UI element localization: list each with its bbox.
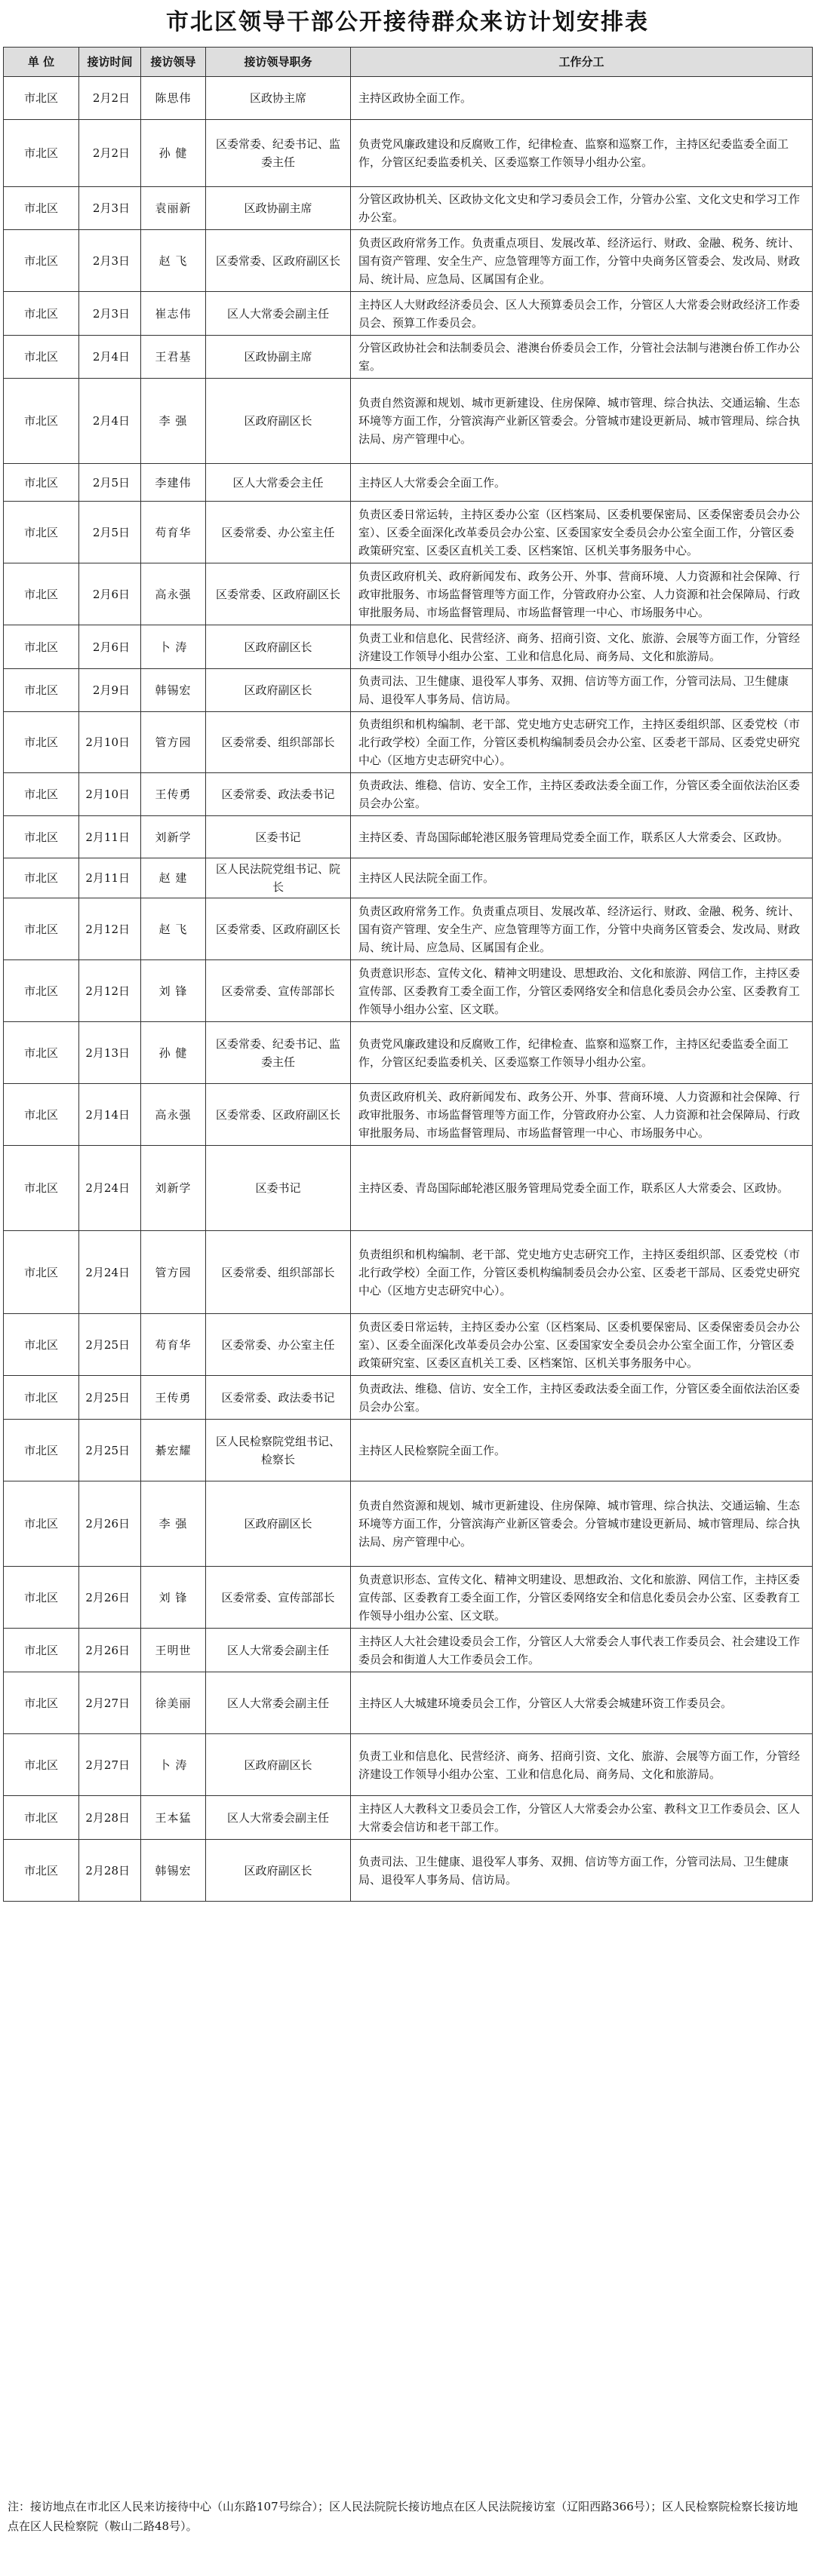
duty-cell: 负责意识形态、宣传文化、精神文明建设、思想政治、文化和旅游、网信工作，主持区委宣传部、区委教育工委全面工作，分管区委网络安全和信息化委员会办公室、区委教育工作领导小组办公室、区文联。 (351, 960, 813, 1022)
duty-cell: 负责政法、维稳、信访、安全工作，主持区委政法委全面工作，分管区委全面依法治区委员会办公室。 (351, 773, 813, 816)
duty-cell: 负责司法、卫生健康、退役军人事务、双拥、信访等方面工作，分管司法局、卫生健康局、退役军人事务局、信访局。 (351, 669, 813, 712)
table-row (4, 1481, 813, 1567)
date-cell: 2月27日 (79, 1734, 141, 1796)
duty-cell: 负责党风廉政建设和反腐败工作，纪律检查、监察和巡察工作，主持区纪委监委全面工作，分管区纪委监委机关、区委巡察工作领导小组办公室。 (351, 120, 813, 187)
leader-name-cell: 韩锡宏 (141, 1840, 206, 1902)
leader-name-cell: 孙 健 (141, 1022, 206, 1084)
leader-name-cell: 苟育华 (141, 1314, 206, 1376)
leader-position-cell: 区委常委、宣传部部长 (206, 960, 351, 1022)
leader-name-cell: 韩锡宏 (141, 669, 206, 712)
date-cell: 2月11日 (79, 858, 141, 898)
duty-cell: 负责区政府机关、政府新闻发布、政务公开、外事、营商环境、人力资源和社会保障、行政审批服务、市场监督管理等方面工作，分管政府办公室、人力资源和社会保障局、行政审批服务局、市场监督管理局、市场监督管理一中心、市场服务中心。 (351, 1084, 813, 1146)
leader-name-cell: 李 强 (141, 379, 206, 464)
duty-cell: 负责政法、维稳、信访、安全工作，主持区委政法委全面工作，分管区委全面依法治区委员会办公室。 (351, 1376, 813, 1420)
leader-position-cell: 区人大常委会副主任 (206, 292, 351, 336)
duty-cell: 主持区委、青岛国际邮轮港区服务管理局党委全面工作，联系区人大常委会、区政协。 (351, 1146, 813, 1231)
leader-name-cell: 李 强 (141, 1481, 206, 1567)
unit-cell: 市北区 (4, 77, 79, 120)
duty-cell: 主持区人大社会建设委员会工作，分管区人大常委会人事代表工作委员会、社会建设工作委员会和街道人大工作委员会工作。 (351, 1629, 813, 1672)
leader-position-cell: 区委常委、纪委书记、监委主任 (206, 120, 351, 187)
leader-position-cell: 区人大常委会副主任 (206, 1672, 351, 1734)
duty-cell: 负责区政府常务工作。负责重点项目、发展改革、经济运行、财政、金融、税务、统计、国有资产管理、安全生产、应急管理等方面工作，分管中央商务区管委会、发改局、财政局、统计局、应急局、区属国有企业。 (351, 230, 813, 292)
header-unit: 单 位 (4, 48, 79, 77)
unit-cell: 市北区 (4, 464, 79, 502)
table-row (4, 669, 813, 712)
leader-name-cell: 王明世 (141, 1629, 206, 1672)
date-cell: 2月5日 (79, 502, 141, 563)
leader-name-cell: 管方园 (141, 712, 206, 773)
table-row (4, 1840, 813, 1902)
date-cell: 2月26日 (79, 1567, 141, 1629)
leader-position-cell: 区委书记 (206, 1146, 351, 1231)
schedule-table (3, 47, 813, 1902)
leader-position-cell: 区委常委、办公室主任 (206, 502, 351, 563)
table-row (4, 502, 813, 563)
leader-name-cell: 卜 涛 (141, 1734, 206, 1796)
leader-name-cell: 孙 健 (141, 120, 206, 187)
date-cell: 2月28日 (79, 1840, 141, 1902)
table-row (4, 1734, 813, 1796)
date-cell: 2月9日 (79, 669, 141, 712)
leader-position-cell: 区政府副区长 (206, 625, 351, 669)
leader-position-cell: 区政协主席 (206, 77, 351, 120)
leader-position-cell: 区人民法院党组书记、院长 (206, 858, 351, 898)
duty-cell: 主持区人大教科文卫委员会工作，分管区人大常委会办公室、教科文卫工作委员会、区人大常委会信访和老干部工作。 (351, 1796, 813, 1840)
table-row (4, 1376, 813, 1420)
unit-cell: 市北区 (4, 1629, 79, 1672)
schedule-rows (4, 77, 813, 1902)
date-cell: 2月2日 (79, 120, 141, 187)
date-cell: 2月24日 (79, 1231, 141, 1314)
table-row (4, 464, 813, 502)
date-cell: 2月26日 (79, 1481, 141, 1567)
leader-name-cell: 王传勇 (141, 773, 206, 816)
leader-position-cell: 区人大常委会副主任 (206, 1629, 351, 1672)
date-cell: 2月13日 (79, 1022, 141, 1084)
table-row (4, 898, 813, 960)
leader-position-cell: 区政府副区长 (206, 1840, 351, 1902)
duty-cell: 负责意识形态、宣传文化、精神文明建设、思想政治、文化和旅游、网信工作，主持区委宣传部、区委教育工委全面工作，分管区委网络安全和信息化委员会办公室、区委教育工作领导小组办公室、区文联。 (351, 1567, 813, 1629)
leader-position-cell: 区政协副主席 (206, 187, 351, 230)
leader-position-cell: 区委常委、组织部部长 (206, 1231, 351, 1314)
table-row (4, 1629, 813, 1672)
date-cell: 2月5日 (79, 464, 141, 502)
table-row (4, 1420, 813, 1481)
leader-position-cell: 区委常委、政法委书记 (206, 773, 351, 816)
leader-name-cell: 刘 锋 (141, 1567, 206, 1629)
leader-position-cell: 区政府副区长 (206, 379, 351, 464)
date-cell: 2月25日 (79, 1314, 141, 1376)
unit-cell: 市北区 (4, 1084, 79, 1146)
unit-cell: 市北区 (4, 858, 79, 898)
unit-cell: 市北区 (4, 1567, 79, 1629)
unit-cell: 市北区 (4, 379, 79, 464)
leader-name-cell: 高永强 (141, 1084, 206, 1146)
date-cell: 2月12日 (79, 898, 141, 960)
duty-cell: 负责党风廉政建设和反腐败工作，纪律检查、监察和巡察工作，主持区纪委监委全面工作，分管区纪委监委机关、区委巡察工作领导小组办公室。 (351, 1022, 813, 1084)
date-cell: 2月3日 (79, 187, 141, 230)
duty-cell: 主持区人大常委会全面工作。 (351, 464, 813, 502)
unit-cell: 市北区 (4, 960, 79, 1022)
table-row (4, 292, 813, 336)
unit-cell: 市北区 (4, 292, 79, 336)
table-row (4, 1672, 813, 1734)
leader-name-cell: 王传勇 (141, 1376, 206, 1420)
unit-cell: 市北区 (4, 898, 79, 960)
leader-name-cell: 赵 建 (141, 858, 206, 898)
leader-name-cell: 卜 涛 (141, 625, 206, 669)
date-cell: 2月12日 (79, 960, 141, 1022)
leader-position-cell: 区人大常委会副主任 (206, 1796, 351, 1840)
duty-cell: 负责区委日常运转，主持区委办公室（区档案局、区委机要保密局、区委保密委员会办公室）、区委全面深化改革委员会办公室、区委国家安全委员会办公室全面工作，分管区委政策研究室、区委区直机关工委、区档案馆、区机关事务服务中心。 (351, 1314, 813, 1376)
table-row (4, 1146, 813, 1231)
header-position: 接访领导职务 (206, 48, 351, 77)
date-cell: 2月27日 (79, 1672, 141, 1734)
unit-cell: 市北区 (4, 120, 79, 187)
leader-name-cell: 高永强 (141, 563, 206, 625)
leader-position-cell: 区委常委、组织部部长 (206, 712, 351, 773)
date-cell: 2月2日 (79, 77, 141, 120)
unit-cell: 市北区 (4, 1231, 79, 1314)
date-cell: 2月10日 (79, 712, 141, 773)
duty-cell: 负责自然资源和规划、城市更新建设、住房保障、城市管理、综合执法、交通运输、生态环境等方面工作，分管滨海产业新区管委会。分管城市建设更新局、城市管理局、综合执法局、房产管理中心。 (351, 379, 813, 464)
leader-position-cell: 区政府副区长 (206, 1734, 351, 1796)
unit-cell: 市北区 (4, 336, 79, 379)
table-row (4, 712, 813, 773)
date-cell: 2月14日 (79, 1084, 141, 1146)
duty-cell: 负责区政府常务工作。负责重点项目、发展改革、经济运行、财政、金融、税务、统计、国有资产管理、安全生产、应急管理等方面工作，分管中央商务区管委会、发改局、财政局、统计局、应急局、区属国有企业。 (351, 898, 813, 960)
unit-cell: 市北区 (4, 1840, 79, 1902)
unit-cell: 市北区 (4, 1314, 79, 1376)
leader-position-cell: 区人民检察院党组书记、检察长 (206, 1420, 351, 1481)
table-row (4, 1314, 813, 1376)
unit-cell: 市北区 (4, 1796, 79, 1840)
leader-position-cell: 区人大常委会主任 (206, 464, 351, 502)
duty-cell: 主持区人民法院全面工作。 (351, 858, 813, 898)
table-row (4, 120, 813, 187)
unit-cell: 市北区 (4, 563, 79, 625)
leader-name-cell: 李建伟 (141, 464, 206, 502)
table-row (4, 187, 813, 230)
table-row (4, 1567, 813, 1629)
footnote: 注：接访地点在市北区人民来访接待中心（山东路107号综合）；区人民法院院长接访地点在区人民法院接访室（辽阳西路366号）；区人民检察院检察长接访地点在区人民检察院（鞍山二路48号）。 (8, 2500, 798, 2533)
unit-cell: 市北区 (4, 1734, 79, 1796)
duty-cell: 分管区政协社会和法制委员会、港澳台侨委员会工作，分管社会法制与港澳台侨工作办公室。 (351, 336, 813, 379)
unit-cell: 市北区 (4, 1376, 79, 1420)
header-duty: 工作分工 (351, 48, 813, 77)
leader-position-cell: 区委书记 (206, 816, 351, 858)
date-cell: 2月25日 (79, 1376, 141, 1420)
unit-cell: 市北区 (4, 1672, 79, 1734)
table-row (4, 773, 813, 816)
duty-cell: 主持区人民检察院全面工作。 (351, 1420, 813, 1481)
duty-cell: 主持区人大财政经济委员会、区人大预算委员会工作，分管区人大常委会财政经济工作委员会、预算工作委员会。 (351, 292, 813, 336)
leader-position-cell: 区委常委、区政府副区长 (206, 230, 351, 292)
duty-cell: 负责工业和信息化、民营经济、商务、招商引资、文化、旅游、会展等方面工作，分管经济建设工作领导小组办公室、工业和信息化局、商务局、文化和旅游局。 (351, 1734, 813, 1796)
table-row (4, 1231, 813, 1314)
leader-name-cell: 管方园 (141, 1231, 206, 1314)
duty-cell: 负责组织和机构编制、老干部、党史地方史志研究工作，主持区委组织部、区委党校（市北行政学校）全面工作，分管区委机构编制委员会办公室、区委老干部局、区委党史研究中心（区地方史志研究中心）。 (351, 1231, 813, 1314)
duty-cell: 负责区委日常运转，主持区委办公室（区档案局、区委机要保密局、区委保密委员会办公室）、区委全面深化改革委员会办公室、区委国家安全委员会办公室全面工作，分管区委政策研究室、区委区直机关工委、区档案馆、区机关事务服务中心。 (351, 502, 813, 563)
unit-cell: 市北区 (4, 712, 79, 773)
leader-name-cell: 崔志伟 (141, 292, 206, 336)
duty-cell: 主持区委、青岛国际邮轮港区服务管理局党委全面工作，联系区人大常委会、区政协。 (351, 816, 813, 858)
header-date: 接访时间 (79, 48, 141, 77)
leader-position-cell: 区委常委、区政府副区长 (206, 563, 351, 625)
duty-cell: 负责工业和信息化、民营经济、商务、招商引资、文化、旅游、会展等方面工作，分管经济建设工作领导小组办公室、工业和信息化局、商务局、文化和旅游局。 (351, 625, 813, 669)
date-cell: 2月26日 (79, 1629, 141, 1672)
date-cell: 2月10日 (79, 773, 141, 816)
leader-name-cell: 刘新学 (141, 816, 206, 858)
table-row (4, 1022, 813, 1084)
unit-cell: 市北区 (4, 1146, 79, 1231)
leader-position-cell: 区委常委、区政府副区长 (206, 898, 351, 960)
leader-name-cell: 王君基 (141, 336, 206, 379)
leader-position-cell: 区委常委、办公室主任 (206, 1314, 351, 1376)
duty-cell: 负责区政府机关、政府新闻发布、政务公开、外事、营商环境、人力资源和社会保障、行政审批服务、市场监督管理等方面工作，分管政府办公室、人力资源和社会保障局、行政审批服务局、市场监督管理局、市场监督管理一中心、市场服务中心。 (351, 563, 813, 625)
table-row (4, 816, 813, 858)
unit-cell: 市北区 (4, 1022, 79, 1084)
date-cell: 2月28日 (79, 1796, 141, 1840)
table-row (4, 1084, 813, 1146)
table-row (4, 563, 813, 625)
table-row (4, 625, 813, 669)
leader-position-cell: 区政协副主席 (206, 336, 351, 379)
date-cell: 2月3日 (79, 292, 141, 336)
table-row (4, 379, 813, 464)
date-cell: 2月25日 (79, 1420, 141, 1481)
leader-name-cell: 赵 飞 (141, 230, 206, 292)
unit-cell: 市北区 (4, 625, 79, 669)
header-leader: 接访领导 (141, 48, 206, 77)
unit-cell: 市北区 (4, 502, 79, 563)
duty-cell: 分管区政协机关、区政协文化文史和学习委员会工作，分管办公室、文化文史和学习工作办公室。 (351, 187, 813, 230)
table-row (4, 858, 813, 898)
leader-position-cell: 区委常委、区政府副区长 (206, 1084, 351, 1146)
leader-name-cell: 袁丽新 (141, 187, 206, 230)
table-row (4, 77, 813, 120)
leader-name-cell: 陈思伟 (141, 77, 206, 120)
date-cell: 2月4日 (79, 336, 141, 379)
unit-cell: 市北区 (4, 816, 79, 858)
date-cell: 2月6日 (79, 563, 141, 625)
duty-cell: 主持区政协全面工作。 (351, 77, 813, 120)
unit-cell: 市北区 (4, 230, 79, 292)
unit-cell: 市北区 (4, 773, 79, 816)
table-row (4, 336, 813, 379)
leader-position-cell: 区委常委、纪委书记、监委主任 (206, 1022, 351, 1084)
unit-cell: 市北区 (4, 1481, 79, 1567)
unit-cell: 市北区 (4, 187, 79, 230)
duty-cell: 负责自然资源和规划、城市更新建设、住房保障、城市管理、综合执法、交通运输、生态环境等方面工作，分管滨海产业新区管委会。分管城市建设更新局、城市管理局、综合执法局、房产管理中心。 (351, 1481, 813, 1567)
leader-position-cell: 区政府副区长 (206, 669, 351, 712)
leader-name-cell: 刘 锋 (141, 960, 206, 1022)
leader-name-cell: 綦宏耀 (141, 1420, 206, 1481)
leader-name-cell: 徐美丽 (141, 1672, 206, 1734)
duty-cell: 主持区人大城建环境委员会工作，分管区人大常委会城建环资工作委员会。 (351, 1672, 813, 1734)
table-header-row (4, 48, 813, 77)
date-cell: 2月24日 (79, 1146, 141, 1231)
duty-cell: 负责组织和机构编制、老干部、党史地方史志研究工作，主持区委组织部、区委党校（市北行政学校）全面工作，分管区委机构编制委员会办公室、区委老干部局、区委党史研究中心（区地方史志研究中心）。 (351, 712, 813, 773)
leader-position-cell: 区委常委、宣传部部长 (206, 1567, 351, 1629)
leader-position-cell: 区政府副区长 (206, 1481, 351, 1567)
table-row (4, 230, 813, 292)
leader-name-cell: 刘新学 (141, 1146, 206, 1231)
unit-cell: 市北区 (4, 1420, 79, 1481)
leader-position-cell: 区委常委、政法委书记 (206, 1376, 351, 1420)
date-cell: 2月11日 (79, 816, 141, 858)
leader-name-cell: 苟育华 (141, 502, 206, 563)
table-row (4, 960, 813, 1022)
date-cell: 2月6日 (79, 625, 141, 669)
table-row (4, 1796, 813, 1840)
unit-cell: 市北区 (4, 669, 79, 712)
leader-name-cell: 王本猛 (141, 1796, 206, 1840)
page-title: 市北区领导干部公开接待群众来访计划安排表 (166, 9, 649, 35)
leader-name-cell: 赵 飞 (141, 898, 206, 960)
date-cell: 2月3日 (79, 230, 141, 292)
duty-cell: 负责司法、卫生健康、退役军人事务、双拥、信访等方面工作，分管司法局、卫生健康局、退役军人事务局、信访局。 (351, 1840, 813, 1902)
date-cell: 2月4日 (79, 379, 141, 464)
